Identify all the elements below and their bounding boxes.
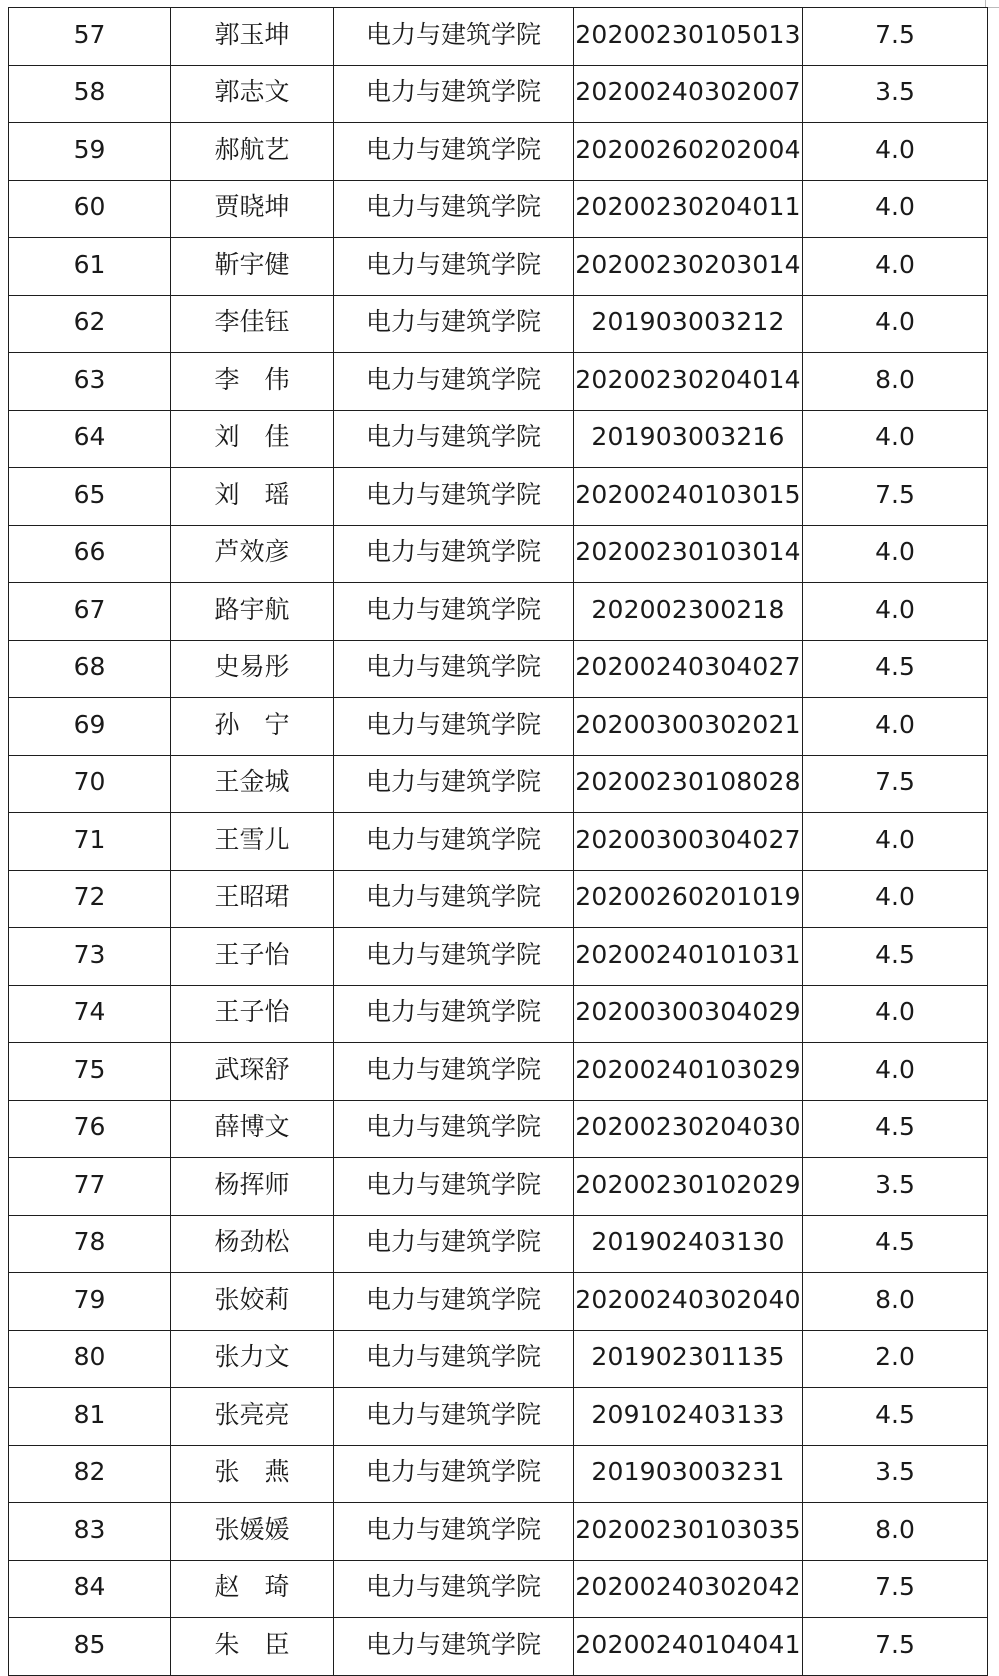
table-row (9, 985, 988, 1043)
student-id-cell: 201903003212 (574, 295, 803, 353)
row-number-cell: 69 (9, 698, 171, 756)
student-name-cell: 王子怡 (171, 928, 334, 986)
row-number-cell: 57 (9, 8, 171, 66)
table-row (9, 1330, 988, 1388)
row-number-cell: 78 (9, 1215, 171, 1273)
student-name-cell: 王雪儿 (171, 813, 334, 871)
score-cell: 8.0 (803, 1273, 988, 1331)
student-name-cell: 郭志文 (171, 65, 334, 123)
student-name-cell: 王金城 (171, 755, 334, 813)
college-cell: 电力与建筑学院 (334, 870, 574, 928)
student-id-cell: 20200230108028 (574, 755, 803, 813)
score-cell: 4.0 (803, 870, 988, 928)
college-cell: 电力与建筑学院 (334, 1043, 574, 1101)
row-number-cell: 67 (9, 583, 171, 641)
table-row (9, 180, 988, 238)
student-name-cell: 武琛舒 (171, 1043, 334, 1101)
score-cell: 4.0 (803, 583, 988, 641)
student-id-cell: 20200240304027 (574, 640, 803, 698)
row-number-cell: 85 (9, 1618, 171, 1676)
table-row (9, 1158, 988, 1216)
college-cell: 电力与建筑学院 (334, 468, 574, 526)
table-row (9, 1445, 988, 1503)
student-name-cell: 刘 瑶 (171, 468, 334, 526)
student-name-cell: 路宇航 (171, 583, 334, 641)
college-cell: 电力与建筑学院 (334, 180, 574, 238)
row-number-cell: 66 (9, 525, 171, 583)
score-cell: 3.5 (803, 1445, 988, 1503)
score-cell: 7.5 (803, 8, 988, 66)
score-cell: 3.5 (803, 1158, 988, 1216)
student-name-cell: 贾晓坤 (171, 180, 334, 238)
college-cell: 电力与建筑学院 (334, 8, 574, 66)
student-id-cell: 20200300302021 (574, 698, 803, 756)
student-id-cell: 20200230204014 (574, 353, 803, 411)
score-cell: 4.0 (803, 985, 988, 1043)
table-row (9, 928, 988, 986)
row-number-cell: 70 (9, 755, 171, 813)
college-cell: 电力与建筑学院 (334, 410, 574, 468)
student-name-cell: 张亮亮 (171, 1388, 334, 1446)
table-row (9, 1043, 988, 1101)
table-row (9, 468, 988, 526)
score-cell: 7.5 (803, 1618, 988, 1676)
student-id-cell: 20200230203014 (574, 238, 803, 296)
row-number-cell: 76 (9, 1100, 171, 1158)
college-cell: 电力与建筑学院 (334, 1388, 574, 1446)
score-cell: 7.5 (803, 755, 988, 813)
table-row (9, 65, 988, 123)
table-row (9, 583, 988, 641)
student-id-cell: 20200230204030 (574, 1100, 803, 1158)
student-id-cell: 20200240101031 (574, 928, 803, 986)
student-name-cell: 张姣莉 (171, 1273, 334, 1331)
table-row (9, 410, 988, 468)
student-id-cell: 20200230204011 (574, 180, 803, 238)
score-cell: 4.0 (803, 410, 988, 468)
college-cell: 电力与建筑学院 (334, 755, 574, 813)
row-number-cell: 63 (9, 353, 171, 411)
table-row (9, 698, 988, 756)
student-name-cell: 李 伟 (171, 353, 334, 411)
score-cell: 4.0 (803, 525, 988, 583)
row-number-cell: 58 (9, 65, 171, 123)
college-cell: 电力与建筑学院 (334, 1330, 574, 1388)
row-number-cell: 60 (9, 180, 171, 238)
college-cell: 电力与建筑学院 (334, 1618, 574, 1676)
score-cell: 4.5 (803, 928, 988, 986)
table-row (9, 123, 988, 181)
student-name-cell: 张 燕 (171, 1445, 334, 1503)
student-id-cell: 20200240104041 (574, 1618, 803, 1676)
college-cell: 电力与建筑学院 (334, 640, 574, 698)
row-number-cell: 77 (9, 1158, 171, 1216)
college-cell: 电力与建筑学院 (334, 1100, 574, 1158)
student-id-cell: 20200300304029 (574, 985, 803, 1043)
college-cell: 电力与建筑学院 (334, 1445, 574, 1503)
table-row (9, 870, 988, 928)
college-cell: 电力与建筑学院 (334, 1215, 574, 1273)
student-name-cell: 张力文 (171, 1330, 334, 1388)
college-cell: 电力与建筑学院 (334, 1158, 574, 1216)
student-name-cell: 芦效彦 (171, 525, 334, 583)
student-id-cell: 20200260202004 (574, 123, 803, 181)
student-name-cell: 王昭珺 (171, 870, 334, 928)
score-cell: 3.5 (803, 65, 988, 123)
student-id-cell: 20200240103029 (574, 1043, 803, 1101)
student-name-cell: 杨挥师 (171, 1158, 334, 1216)
student-name-cell: 史易彤 (171, 640, 334, 698)
college-cell: 电力与建筑学院 (334, 1560, 574, 1618)
row-number-cell: 61 (9, 238, 171, 296)
score-cell: 4.5 (803, 1215, 988, 1273)
student-id-cell: 20200240302007 (574, 65, 803, 123)
score-cell: 8.0 (803, 1503, 988, 1561)
college-cell: 电力与建筑学院 (334, 525, 574, 583)
score-cell: 4.0 (803, 123, 988, 181)
table-row (9, 755, 988, 813)
score-cell: 2.0 (803, 1330, 988, 1388)
student-id-cell: 202002300218 (574, 583, 803, 641)
student-name-cell: 王子怡 (171, 985, 334, 1043)
student-name-cell: 刘 佳 (171, 410, 334, 468)
row-number-cell: 79 (9, 1273, 171, 1331)
student-name-cell: 李佳钰 (171, 295, 334, 353)
student-name-cell: 郭玉坤 (171, 8, 334, 66)
student-id-cell: 20200230102029 (574, 1158, 803, 1216)
table-row (9, 1100, 988, 1158)
row-number-cell: 80 (9, 1330, 171, 1388)
student-name-cell: 郝航艺 (171, 123, 334, 181)
student-id-cell: 201903003231 (574, 1445, 803, 1503)
roster-table-body (9, 8, 988, 1676)
college-cell: 电力与建筑学院 (334, 698, 574, 756)
student-name-cell: 朱 臣 (171, 1618, 334, 1676)
row-number-cell: 75 (9, 1043, 171, 1101)
student-name-cell: 薛博文 (171, 1100, 334, 1158)
student-id-cell: 20200230105013 (574, 8, 803, 66)
student-id-cell: 20200240103015 (574, 468, 803, 526)
student-name-cell: 张媛媛 (171, 1503, 334, 1561)
college-cell: 电力与建筑学院 (334, 238, 574, 296)
row-number-cell: 72 (9, 870, 171, 928)
score-cell: 4.0 (803, 295, 988, 353)
college-cell: 电力与建筑学院 (334, 123, 574, 181)
table-row (9, 525, 988, 583)
table-row (9, 1273, 988, 1331)
college-cell: 电力与建筑学院 (334, 65, 574, 123)
student-roster-table (8, 7, 988, 1676)
student-id-cell: 201902301135 (574, 1330, 803, 1388)
table-row (9, 238, 988, 296)
college-cell: 电力与建筑学院 (334, 1273, 574, 1331)
student-name-cell: 杨劲松 (171, 1215, 334, 1273)
row-number-cell: 59 (9, 123, 171, 181)
student-id-cell: 20200300304027 (574, 813, 803, 871)
college-cell: 电力与建筑学院 (334, 985, 574, 1043)
score-cell: 7.5 (803, 468, 988, 526)
table-row (9, 1215, 988, 1273)
student-id-cell: 201902403130 (574, 1215, 803, 1273)
score-cell: 4.5 (803, 640, 988, 698)
table-row (9, 8, 988, 66)
table-row (9, 640, 988, 698)
row-number-cell: 64 (9, 410, 171, 468)
student-name-cell: 靳宇健 (171, 238, 334, 296)
row-number-cell: 83 (9, 1503, 171, 1561)
student-id-cell: 20200240302042 (574, 1560, 803, 1618)
college-cell: 电力与建筑学院 (334, 353, 574, 411)
score-cell: 4.0 (803, 1043, 988, 1101)
student-id-cell: 20200230103014 (574, 525, 803, 583)
table-row (9, 1503, 988, 1561)
table-row (9, 1388, 988, 1446)
table-row (9, 295, 988, 353)
student-id-cell: 20200240302040 (574, 1273, 803, 1331)
score-cell: 8.0 (803, 353, 988, 411)
table-row (9, 353, 988, 411)
row-number-cell: 74 (9, 985, 171, 1043)
score-cell: 4.0 (803, 238, 988, 296)
table-row (9, 1618, 988, 1676)
row-number-cell: 71 (9, 813, 171, 871)
student-id-cell: 20200260201019 (574, 870, 803, 928)
row-number-cell: 65 (9, 468, 171, 526)
college-cell: 电力与建筑学院 (334, 928, 574, 986)
row-number-cell: 82 (9, 1445, 171, 1503)
row-number-cell: 62 (9, 295, 171, 353)
row-number-cell: 73 (9, 928, 171, 986)
college-cell: 电力与建筑学院 (334, 813, 574, 871)
score-cell: 4.5 (803, 1388, 988, 1446)
college-cell: 电力与建筑学院 (334, 1503, 574, 1561)
table-row (9, 813, 988, 871)
score-cell: 4.0 (803, 813, 988, 871)
student-id-cell: 201903003216 (574, 410, 803, 468)
table-row (9, 1560, 988, 1618)
student-name-cell: 孙 宁 (171, 698, 334, 756)
score-cell: 4.5 (803, 1100, 988, 1158)
row-number-cell: 81 (9, 1388, 171, 1446)
row-number-cell: 84 (9, 1560, 171, 1618)
college-cell: 电力与建筑学院 (334, 583, 574, 641)
student-id-cell: 20200230103035 (574, 1503, 803, 1561)
student-name-cell: 赵 琦 (171, 1560, 334, 1618)
student-id-cell: 209102403133 (574, 1388, 803, 1446)
row-number-cell: 68 (9, 640, 171, 698)
college-cell: 电力与建筑学院 (334, 295, 574, 353)
score-cell: 4.0 (803, 180, 988, 238)
score-cell: 7.5 (803, 1560, 988, 1618)
score-cell: 4.0 (803, 698, 988, 756)
